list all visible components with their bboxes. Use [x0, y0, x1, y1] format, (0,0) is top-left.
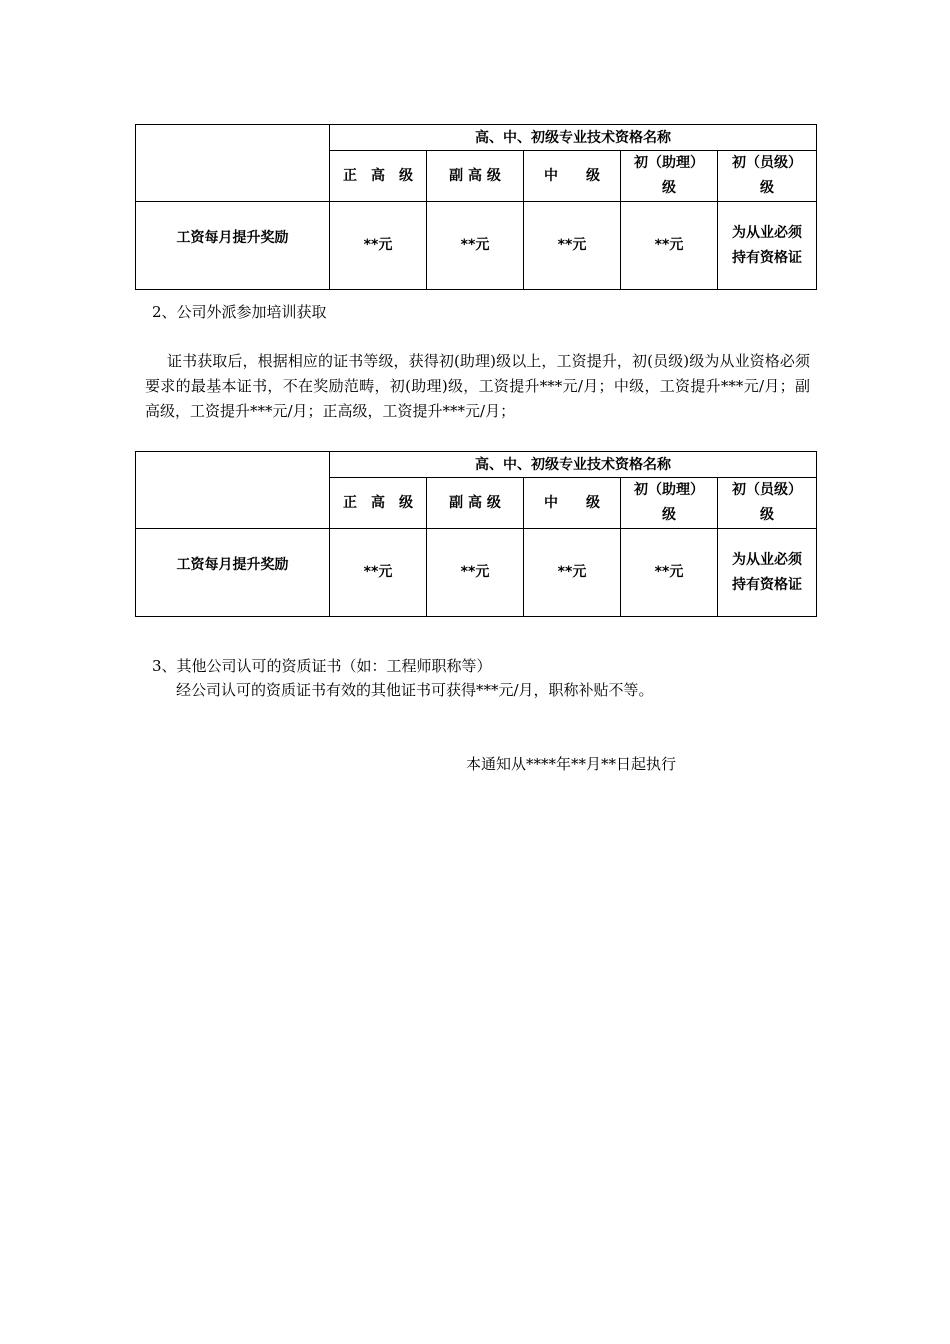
row-label: 工资每月提升奖励	[136, 202, 330, 290]
value-associate-senior: **元	[427, 202, 524, 290]
level-junior-assistant: 初（助理）级	[621, 478, 718, 529]
level-junior-assistant: 初（助理）级	[621, 151, 718, 202]
level-associate-senior: 副 高 级	[427, 151, 524, 202]
blank-corner-cell	[136, 125, 330, 202]
value-junior-assistant: **元	[621, 202, 718, 290]
section-2-paragraph: 证书获取后，根据相应的证书等级，获得初(助理)级以上，工资提升，初(员级)级为从业资格必须要求的最基本证书，不在奖励范畴，初(助理)级，工资提升***元/月；中级，工资提升***元/月；副高级，工资提升***元/月；正高级，工资提升***元/月；	[145, 352, 810, 420]
section-3-body: 经公司认可的资质证书有效的其他证书可获得***元/月，职称补贴不等。	[176, 681, 654, 699]
level-junior-staff: 初（员级）级	[718, 151, 817, 202]
level-associate-senior: 副 高 级	[427, 478, 524, 529]
table-header: 高、中、初级专业技术资格名称	[330, 125, 817, 151]
level-junior-staff: 初（员级）级	[718, 478, 817, 529]
value-junior-assistant: **元	[621, 529, 718, 617]
value-junior-staff: 为从业必须持有资格证	[718, 529, 817, 617]
execution-date-note: 本通知从****年**月**日起执行	[466, 755, 677, 773]
value-associate-senior: **元	[427, 529, 524, 617]
value-intermediate: **元	[524, 202, 621, 290]
reward-table-2	[135, 451, 817, 617]
value-intermediate: **元	[524, 529, 621, 617]
level-intermediate: 中 级	[524, 151, 621, 202]
table-header: 高、中、初级专业技术资格名称	[330, 452, 817, 478]
value-senior: **元	[330, 529, 427, 617]
reward-table-1	[135, 124, 817, 290]
row-label: 工资每月提升奖励	[136, 529, 330, 617]
value-senior: **元	[330, 202, 427, 290]
level-senior: 正 高 级	[330, 151, 427, 202]
value-junior-staff: 为从业必须持有资格证	[718, 202, 817, 290]
level-senior: 正 高 级	[330, 478, 427, 529]
level-intermediate: 中 级	[524, 478, 621, 529]
section-2-heading: 2、公司外派参加培训获取	[152, 303, 327, 321]
blank-corner-cell	[136, 452, 330, 529]
section-3-heading: 3、其他公司认可的资质证书（如：工程师职称等）	[152, 657, 492, 675]
